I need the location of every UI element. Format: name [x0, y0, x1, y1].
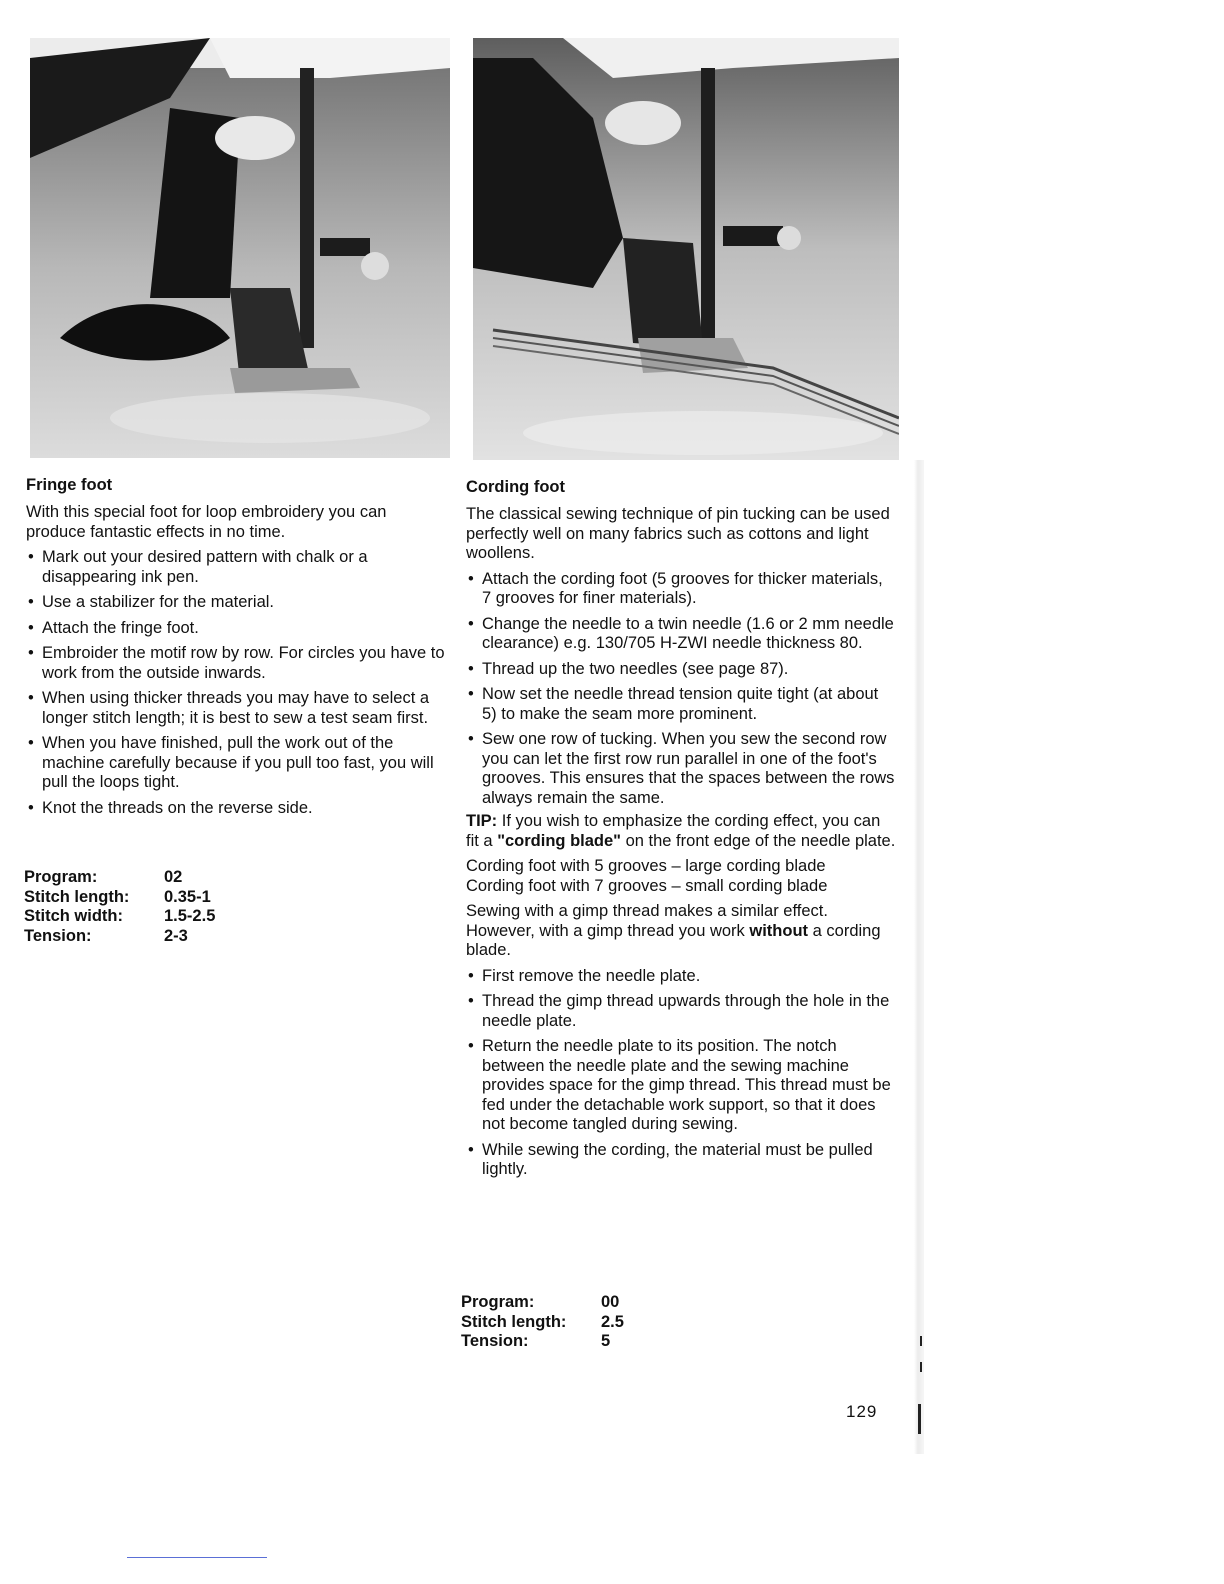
fringe-foot-settings — [24, 868, 215, 946]
list-item: • Return the needle plate to its position. The notch between the needle plate and the sewing machine provides space for the gimp thread. This thread must be fed under the detachable work support, so that it does not become tangled during sewing. — [468, 1037, 891, 1133]
page-number: 129 — [846, 1402, 878, 1421]
list-item: • When using thicker threads you may have to select a longer stitch length; it is best to sew a test seam first. — [28, 689, 430, 727]
settings-row: Stitch length: 0.35-1 — [24, 887, 211, 906]
bullet-icon: • — [28, 689, 34, 707]
cording-foot-intro: The classical sewing technique of pin tucking can be used perfectly well on many fabrics such as cottons and light woollens. — [466, 505, 890, 562]
bullet-icon: • — [28, 618, 34, 637]
scan-edge-shadow — [914, 460, 924, 1454]
cording-foot-illustration — [473, 38, 899, 460]
bullet-icon: • — [28, 734, 34, 752]
cording-foot-section — [466, 478, 896, 1186]
tip-label: TIP: — [466, 812, 498, 830]
blade-pairing: Cording foot with 5 grooves – large cording blade Cording foot with 7 grooves – small cording blade — [466, 857, 828, 895]
settings-row: Tension: 5 — [461, 1332, 611, 1350]
settings-row: Stitch width: 1.5-2.5 — [24, 907, 216, 925]
tip-paragraph: TIP: If you wish to emphasize the cording effect, you can fit a "cording blade" on the front edge of the needle plate. — [466, 812, 896, 850]
fringe-foot-heading: Fringe foot — [26, 476, 113, 494]
fringe-foot-steps — [26, 548, 446, 818]
list-item: • While sewing the cording, the material must be pulled lightly. — [468, 1140, 873, 1178]
bullet-icon: • — [468, 614, 474, 633]
list-item: • Mark out your desired pattern with chalk or a disappearing ink pen. — [28, 548, 368, 586]
bullet-icon: • — [468, 685, 474, 703]
bullet-icon: • — [468, 730, 474, 748]
bullet-icon: • — [28, 644, 34, 662]
list-item: • Thread up the two needles (see page 87). — [468, 659, 789, 678]
without-term: without — [749, 921, 809, 940]
bullet-icon: • — [468, 659, 474, 678]
bullet-icon: • — [468, 1140, 474, 1159]
list-item: • Attach the fringe foot. — [28, 618, 199, 637]
cording-foot-settings — [461, 1293, 624, 1352]
footer-line — [127, 1557, 267, 1558]
settings-row: Tension: 2-3 — [24, 926, 188, 945]
list-item: • First remove the needle plate. — [468, 966, 701, 985]
cording-foot-heading: Cording foot — [466, 478, 565, 496]
list-item: • Change the needle to a twin needle (1.6 or 2 mm needle clearance) e.g. 130/705 H-ZWI needle thickness 80. — [468, 614, 894, 652]
list-item: • Sew one row of tucking. When you sew the second row you can let the first row run parallel in one of the foot's grooves. This ensures that the spaces between the rows always remain the same. — [468, 730, 895, 807]
list-item: • Embroider the motif row by row. For circles you have to work from the outside inwards. — [28, 644, 445, 682]
scan-mark — [920, 1362, 922, 1372]
scan-mark — [918, 1404, 921, 1434]
cording-blade-term: "cording blade" — [497, 831, 622, 850]
list-item: • Thread the gimp thread upwards through the hole in the needle plate. — [468, 992, 890, 1030]
list-item: • Attach the cording foot (5 grooves for thicker materials, 7 grooves for finer materials). — [468, 569, 883, 607]
bullet-icon: • — [468, 966, 474, 985]
fringe-foot-intro: With this special foot for loop embroidery you can produce fantastic effects in no time. — [26, 503, 387, 541]
bullet-icon: • — [28, 548, 34, 566]
bullet-icon: • — [468, 569, 474, 588]
fringe-foot-illustration — [30, 38, 450, 458]
fringe-foot-section — [26, 476, 446, 824]
bullet-icon: • — [468, 1037, 474, 1055]
bullet-icon: • — [28, 593, 34, 611]
bullet-icon: • — [28, 798, 34, 817]
cording-foot-steps — [466, 570, 896, 809]
gimp-paragraph: Sewing with a gimp thread makes a similar effect. However, with a gimp thread you work without a cording blade. — [466, 902, 881, 959]
settings-row: Program: 02 — [24, 868, 183, 886]
settings-row: Stitch length: 2.5 — [461, 1312, 624, 1331]
list-item: • When you have finished, pull the work out of the machine carefully because if you pull too fast, you will pull the loops tight. — [28, 734, 434, 791]
list-item: • Use a stabilizer for the material. — [28, 593, 275, 611]
fringe-foot-photo — [30, 38, 450, 458]
settings-row: Program: 00 — [461, 1293, 620, 1311]
scan-mark — [920, 1336, 922, 1346]
list-item: • Now set the needle thread tension quite tight (at about 5) to make the seam more prominent. — [468, 685, 879, 723]
cording-foot-photo — [473, 38, 899, 460]
gimp-steps — [466, 967, 896, 1180]
list-item: • Knot the threads on the reverse side. — [28, 798, 313, 817]
bullet-icon: • — [468, 992, 474, 1010]
